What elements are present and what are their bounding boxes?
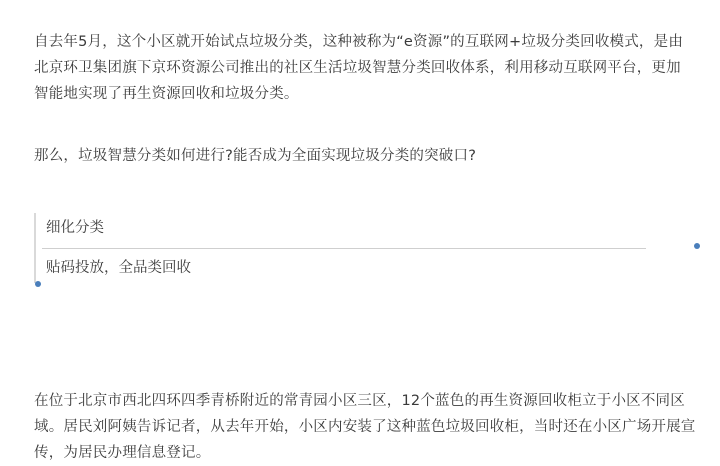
paragraph-3: 在位于北京市西北四环四季青桥附近的常青园小区三区，12个蓝色的再生资源回收柜立于小区不同区域。居民刘阿姨告诉记者，从去年开始，小区内安装了这种蓝色垃圾回收柜，当时还在小区广场开展宣传，为居民办理信息登记。 <box>34 392 696 461</box>
callout-divider <box>42 248 646 249</box>
callout-title: 细化分类 <box>46 220 104 236</box>
selection-handle-right[interactable] <box>694 243 700 249</box>
selection-handle-left[interactable] <box>35 281 41 287</box>
paragraph-1: 自去年5月，这个小区就开始试点垃圾分类，这种被称为“e资源”的互联网+垃圾分类回收模式，是由北京环卫集团旗下京环资源公司推出的社区生活垃圾智慧分类回收体系，利用移动互联网平台，更加智能地实现了再生资源回收和垃圾分类。 <box>34 33 684 102</box>
callout-accent-bar <box>34 213 36 283</box>
callout-block <box>34 213 646 283</box>
paragraph-2: 那么，垃圾智慧分类如何进行?能否成为全面实现垃圾分类的突破口? <box>34 147 477 164</box>
callout-subtitle: 贴码投放，全品类回收 <box>46 260 191 276</box>
